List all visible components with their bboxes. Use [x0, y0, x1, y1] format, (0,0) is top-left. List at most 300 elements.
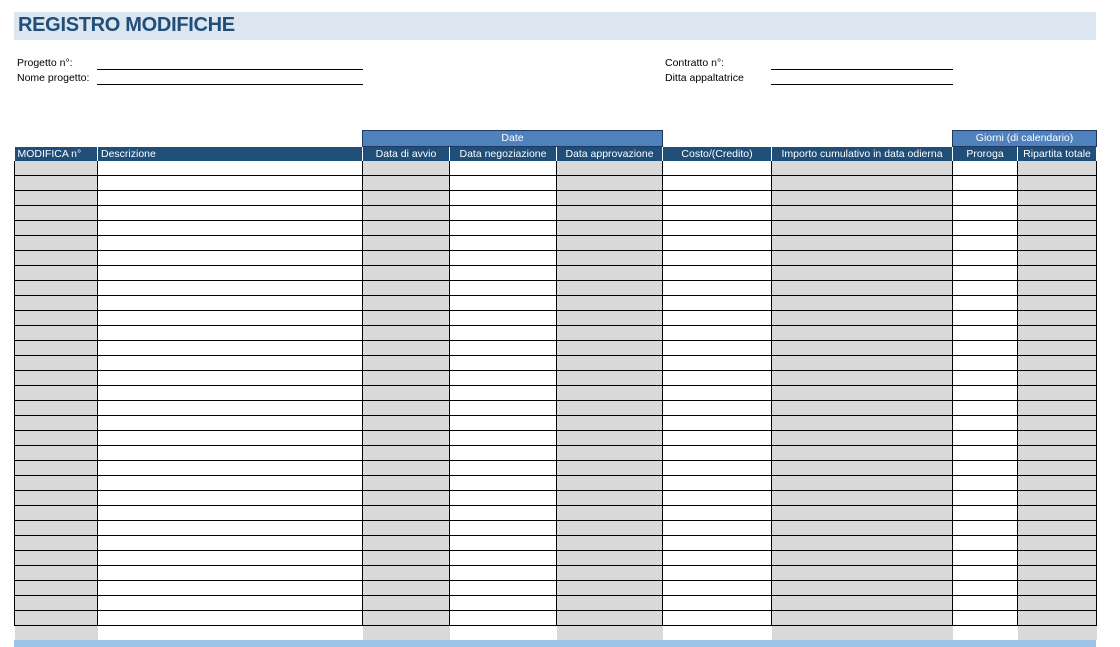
- table-cell[interactable]: [363, 521, 450, 536]
- table-cell[interactable]: [953, 626, 1018, 641]
- table-cell[interactable]: [557, 596, 663, 611]
- table-cell[interactable]: [450, 491, 557, 506]
- table-cell[interactable]: [363, 356, 450, 371]
- table-cell[interactable]: [1018, 476, 1097, 491]
- table-cell[interactable]: [450, 266, 557, 281]
- table-cell[interactable]: [98, 356, 363, 371]
- table-cell[interactable]: [663, 176, 772, 191]
- table-cell[interactable]: [557, 221, 663, 236]
- table-cell[interactable]: [663, 401, 772, 416]
- table-cell[interactable]: [557, 506, 663, 521]
- table-cell[interactable]: [15, 551, 98, 566]
- table-cell[interactable]: [772, 416, 953, 431]
- table-cell[interactable]: [772, 281, 953, 296]
- table-cell[interactable]: [663, 206, 772, 221]
- table-cell[interactable]: [98, 251, 363, 266]
- table-cell[interactable]: [98, 461, 363, 476]
- table-cell[interactable]: [772, 626, 953, 641]
- table-cell[interactable]: [363, 206, 450, 221]
- table-cell[interactable]: [1018, 326, 1097, 341]
- table-cell[interactable]: [557, 401, 663, 416]
- table-row: [15, 416, 1097, 431]
- table-cell[interactable]: [98, 476, 363, 491]
- table-cell[interactable]: [15, 416, 98, 431]
- table-cell[interactable]: [363, 251, 450, 266]
- table-cell[interactable]: [1018, 596, 1097, 611]
- table-cell[interactable]: [98, 191, 363, 206]
- contractor-field[interactable]: [771, 84, 953, 85]
- table-cell[interactable]: [450, 446, 557, 461]
- table-cell[interactable]: [15, 236, 98, 251]
- table-cell[interactable]: [772, 296, 953, 311]
- table-cell[interactable]: [1018, 236, 1097, 251]
- table-cell[interactable]: [1018, 506, 1097, 521]
- table-cell[interactable]: [663, 626, 772, 641]
- table-cell[interactable]: [1018, 191, 1097, 206]
- table-cell[interactable]: [450, 251, 557, 266]
- table-cell[interactable]: [557, 266, 663, 281]
- table-cell[interactable]: [98, 281, 363, 296]
- table-cell[interactable]: [663, 476, 772, 491]
- table-cell[interactable]: [363, 491, 450, 506]
- table-cell[interactable]: [663, 506, 772, 521]
- table-cell[interactable]: [1018, 536, 1097, 551]
- table-cell[interactable]: [98, 611, 363, 626]
- table-cell[interactable]: [663, 371, 772, 386]
- table-cell[interactable]: [450, 386, 557, 401]
- table-cell[interactable]: [1018, 251, 1097, 266]
- table-cell[interactable]: [450, 221, 557, 236]
- table-cell[interactable]: [557, 626, 663, 641]
- table-cell[interactable]: [363, 461, 450, 476]
- table-cell[interactable]: [953, 356, 1018, 371]
- table-cell[interactable]: [953, 476, 1018, 491]
- table-cell[interactable]: [953, 596, 1018, 611]
- table-cell[interactable]: [663, 326, 772, 341]
- table-cell[interactable]: [450, 506, 557, 521]
- table-cell[interactable]: [772, 266, 953, 281]
- table-cell[interactable]: [772, 161, 953, 176]
- table-cell[interactable]: [953, 191, 1018, 206]
- table-cell[interactable]: [557, 251, 663, 266]
- table-cell[interactable]: [15, 266, 98, 281]
- table-cell[interactable]: [98, 386, 363, 401]
- table-cell[interactable]: [98, 176, 363, 191]
- table-cell[interactable]: [15, 491, 98, 506]
- table-cell[interactable]: [1018, 581, 1097, 596]
- table-cell[interactable]: [363, 311, 450, 326]
- table-cell[interactable]: [15, 191, 98, 206]
- table-cell[interactable]: [557, 191, 663, 206]
- table-cell[interactable]: [363, 341, 450, 356]
- table-cell[interactable]: [953, 281, 1018, 296]
- table-cell[interactable]: [98, 626, 363, 641]
- table-cell[interactable]: [1018, 311, 1097, 326]
- table-cell[interactable]: [557, 431, 663, 446]
- table-cell[interactable]: [98, 551, 363, 566]
- table-cell[interactable]: [450, 416, 557, 431]
- table-cell[interactable]: [15, 176, 98, 191]
- table-cell[interactable]: [663, 461, 772, 476]
- table-cell[interactable]: [663, 611, 772, 626]
- table-cell[interactable]: [15, 581, 98, 596]
- table-cell[interactable]: [450, 296, 557, 311]
- table-cell[interactable]: [953, 311, 1018, 326]
- table-cell[interactable]: [1018, 176, 1097, 191]
- table-cell[interactable]: [1018, 371, 1097, 386]
- table-cell[interactable]: [363, 281, 450, 296]
- table-cell[interactable]: [98, 161, 363, 176]
- table-cell[interactable]: [363, 596, 450, 611]
- table-cell[interactable]: [557, 581, 663, 596]
- table-cell[interactable]: [557, 206, 663, 221]
- table-cell[interactable]: [772, 206, 953, 221]
- table-cell[interactable]: [15, 401, 98, 416]
- table-cell[interactable]: [363, 176, 450, 191]
- table-cell[interactable]: [953, 251, 1018, 266]
- table-cell[interactable]: [15, 161, 98, 176]
- table-cell[interactable]: [772, 506, 953, 521]
- table-cell[interactable]: [663, 266, 772, 281]
- table-cell[interactable]: [953, 611, 1018, 626]
- table-cell[interactable]: [98, 296, 363, 311]
- table-cell[interactable]: [663, 251, 772, 266]
- table-cell[interactable]: [363, 326, 450, 341]
- table-cell[interactable]: [772, 356, 953, 371]
- table-cell[interactable]: [663, 281, 772, 296]
- table-cell[interactable]: [363, 401, 450, 416]
- table-cell[interactable]: [450, 581, 557, 596]
- table-cell[interactable]: [363, 506, 450, 521]
- table-cell[interactable]: [98, 596, 363, 611]
- table-cell[interactable]: [953, 446, 1018, 461]
- table-cell[interactable]: [450, 626, 557, 641]
- table-cell[interactable]: [953, 536, 1018, 551]
- table-cell[interactable]: [772, 476, 953, 491]
- table-cell[interactable]: [1018, 551, 1097, 566]
- table-cell[interactable]: [450, 341, 557, 356]
- table-cell[interactable]: [98, 446, 363, 461]
- table-cell[interactable]: [953, 566, 1018, 581]
- table-cell[interactable]: [1018, 281, 1097, 296]
- table-cell[interactable]: [98, 341, 363, 356]
- table-cell[interactable]: [1018, 626, 1097, 641]
- table-cell[interactable]: [557, 446, 663, 461]
- table-cell[interactable]: [450, 161, 557, 176]
- table-cell[interactable]: [363, 296, 450, 311]
- table-cell[interactable]: [15, 566, 98, 581]
- table-cell[interactable]: [450, 566, 557, 581]
- table-cell[interactable]: [98, 521, 363, 536]
- table-cell[interactable]: [450, 176, 557, 191]
- table-cell[interactable]: [557, 491, 663, 506]
- table-cell[interactable]: [363, 626, 450, 641]
- table-cell[interactable]: [15, 461, 98, 476]
- table-cell[interactable]: [557, 371, 663, 386]
- table-cell[interactable]: [15, 206, 98, 221]
- project-number-field[interactable]: [97, 69, 363, 70]
- table-cell[interactable]: [953, 461, 1018, 476]
- table-cell[interactable]: [953, 296, 1018, 311]
- table-cell[interactable]: [663, 191, 772, 206]
- table-cell[interactable]: [557, 461, 663, 476]
- table-cell[interactable]: [363, 221, 450, 236]
- table-cell[interactable]: [663, 356, 772, 371]
- table-row: [15, 251, 1097, 266]
- table-cell[interactable]: [953, 371, 1018, 386]
- table-cell[interactable]: [953, 416, 1018, 431]
- table-cell[interactable]: [1018, 491, 1097, 506]
- table-cell[interactable]: [953, 431, 1018, 446]
- table-cell[interactable]: [363, 416, 450, 431]
- table-cell[interactable]: [772, 386, 953, 401]
- table-cell[interactable]: [98, 221, 363, 236]
- table-cell[interactable]: [663, 296, 772, 311]
- table-cell[interactable]: [772, 581, 953, 596]
- table-cell[interactable]: [363, 431, 450, 446]
- table-cell[interactable]: [772, 251, 953, 266]
- table-cell[interactable]: [1018, 206, 1097, 221]
- table-cell[interactable]: [663, 536, 772, 551]
- table-cell[interactable]: [450, 236, 557, 251]
- table-cell[interactable]: [98, 431, 363, 446]
- table-cell[interactable]: [15, 506, 98, 521]
- table-cell[interactable]: [15, 221, 98, 236]
- table-cell[interactable]: [450, 611, 557, 626]
- table-cell[interactable]: [98, 236, 363, 251]
- table-cell[interactable]: [772, 566, 953, 581]
- table-cell[interactable]: [15, 356, 98, 371]
- table-cell[interactable]: [98, 491, 363, 506]
- table-cell[interactable]: [1018, 296, 1097, 311]
- table-cell[interactable]: [663, 431, 772, 446]
- table-cell[interactable]: [663, 221, 772, 236]
- table-cell[interactable]: [663, 341, 772, 356]
- table-cell[interactable]: [663, 161, 772, 176]
- table-cell[interactable]: [15, 281, 98, 296]
- table-cell[interactable]: [953, 386, 1018, 401]
- table-cell[interactable]: [663, 386, 772, 401]
- table-cell[interactable]: [15, 431, 98, 446]
- table-cell[interactable]: [663, 416, 772, 431]
- table-cell[interactable]: [1018, 161, 1097, 176]
- table-cell[interactable]: [1018, 521, 1097, 536]
- table-cell[interactable]: [98, 566, 363, 581]
- table-cell[interactable]: [450, 521, 557, 536]
- table-cell[interactable]: [98, 371, 363, 386]
- table-cell[interactable]: [557, 341, 663, 356]
- table-cell[interactable]: [953, 506, 1018, 521]
- table-cell[interactable]: [15, 626, 98, 641]
- table-cell[interactable]: [1018, 401, 1097, 416]
- table-cell[interactable]: [772, 521, 953, 536]
- table-cell[interactable]: [450, 356, 557, 371]
- table-cell[interactable]: [450, 326, 557, 341]
- table-cell[interactable]: [98, 536, 363, 551]
- table-cell[interactable]: [557, 281, 663, 296]
- table-cell[interactable]: [363, 236, 450, 251]
- table-cell[interactable]: [772, 191, 953, 206]
- table-cell[interactable]: [15, 296, 98, 311]
- table-cell[interactable]: [363, 161, 450, 176]
- table-cell[interactable]: [1018, 341, 1097, 356]
- table-cell[interactable]: [363, 371, 450, 386]
- project-number-label: Progetto n°:: [17, 57, 73, 69]
- table-cell[interactable]: [98, 506, 363, 521]
- table-cell[interactable]: [363, 551, 450, 566]
- table-cell[interactable]: [772, 221, 953, 236]
- table-cell[interactable]: [953, 581, 1018, 596]
- table-cell[interactable]: [772, 341, 953, 356]
- table-cell[interactable]: [450, 371, 557, 386]
- table-cell[interactable]: [450, 191, 557, 206]
- table-cell[interactable]: [557, 356, 663, 371]
- table-cell[interactable]: [953, 176, 1018, 191]
- table-cell[interactable]: [15, 446, 98, 461]
- table-cell[interactable]: [98, 326, 363, 341]
- table-cell[interactable]: [450, 281, 557, 296]
- table-cell[interactable]: [772, 611, 953, 626]
- table-cell[interactable]: [15, 341, 98, 356]
- table-cell[interactable]: [557, 176, 663, 191]
- table-cell[interactable]: [15, 596, 98, 611]
- table-cell[interactable]: [1018, 356, 1097, 371]
- table-cell[interactable]: [953, 551, 1018, 566]
- table-cell[interactable]: [772, 236, 953, 251]
- table-cell[interactable]: [663, 236, 772, 251]
- table-cell[interactable]: [663, 521, 772, 536]
- table-cell[interactable]: [772, 176, 953, 191]
- table-cell[interactable]: [363, 476, 450, 491]
- contract-number-field[interactable]: [771, 69, 953, 70]
- table-cell[interactable]: [15, 536, 98, 551]
- table-cell[interactable]: [772, 431, 953, 446]
- table-cell[interactable]: [772, 491, 953, 506]
- table-cell[interactable]: [15, 326, 98, 341]
- table-cell[interactable]: [363, 566, 450, 581]
- table-cell[interactable]: [450, 461, 557, 476]
- table-cell[interactable]: [557, 296, 663, 311]
- table-cell[interactable]: [363, 191, 450, 206]
- table-cell[interactable]: [953, 236, 1018, 251]
- table-cell[interactable]: [772, 446, 953, 461]
- table-cell[interactable]: [557, 536, 663, 551]
- table-cell[interactable]: [953, 161, 1018, 176]
- table-cell[interactable]: [98, 266, 363, 281]
- table-cell[interactable]: [15, 251, 98, 266]
- table-cell[interactable]: [98, 581, 363, 596]
- table-cell[interactable]: [1018, 611, 1097, 626]
- table-cell[interactable]: [557, 326, 663, 341]
- table-cell[interactable]: [15, 371, 98, 386]
- table-cell[interactable]: [772, 326, 953, 341]
- table-cell[interactable]: [557, 311, 663, 326]
- table-cell[interactable]: [363, 536, 450, 551]
- table-cell[interactable]: [450, 431, 557, 446]
- table-cell[interactable]: [953, 221, 1018, 236]
- table-cell[interactable]: [663, 446, 772, 461]
- table-cell[interactable]: [450, 596, 557, 611]
- project-name-field[interactable]: [97, 84, 363, 85]
- table-cell[interactable]: [98, 206, 363, 221]
- table-cell[interactable]: [15, 311, 98, 326]
- table-cell[interactable]: [1018, 461, 1097, 476]
- table-cell[interactable]: [98, 311, 363, 326]
- table-cell[interactable]: [557, 161, 663, 176]
- table-row: [15, 491, 1097, 506]
- table-cell[interactable]: [663, 551, 772, 566]
- table-row: [15, 341, 1097, 356]
- table-cell[interactable]: [450, 311, 557, 326]
- table-cell[interactable]: [772, 461, 953, 476]
- table-cell[interactable]: [772, 596, 953, 611]
- table-cell[interactable]: [1018, 416, 1097, 431]
- table-cell[interactable]: [1018, 566, 1097, 581]
- table-cell[interactable]: [772, 311, 953, 326]
- table-cell[interactable]: [953, 401, 1018, 416]
- table-cell[interactable]: [98, 416, 363, 431]
- table-cell[interactable]: [557, 521, 663, 536]
- table-cell[interactable]: [557, 551, 663, 566]
- table-cell[interactable]: [1018, 266, 1097, 281]
- table-cell[interactable]: [1018, 431, 1097, 446]
- table-cell[interactable]: [1018, 386, 1097, 401]
- table-row: [15, 311, 1097, 326]
- table-cell[interactable]: [953, 326, 1018, 341]
- table-cell[interactable]: [953, 491, 1018, 506]
- table-cell[interactable]: [953, 521, 1018, 536]
- table-cell[interactable]: [772, 371, 953, 386]
- table-cell[interactable]: [663, 311, 772, 326]
- table-cell[interactable]: [1018, 221, 1097, 236]
- table-cell[interactable]: [15, 521, 98, 536]
- table-cell[interactable]: [772, 401, 953, 416]
- table-row: [15, 521, 1097, 536]
- table-cell[interactable]: [363, 266, 450, 281]
- table-cell[interactable]: [772, 536, 953, 551]
- table-cell[interactable]: [15, 476, 98, 491]
- table-cell[interactable]: [15, 611, 98, 626]
- table-cell[interactable]: [450, 401, 557, 416]
- table-cell[interactable]: [363, 386, 450, 401]
- table-cell[interactable]: [363, 446, 450, 461]
- column-header-change-no: MODIFICA n°: [15, 147, 98, 162]
- table-cell[interactable]: [953, 341, 1018, 356]
- table-cell[interactable]: [1018, 446, 1097, 461]
- table-cell[interactable]: [557, 476, 663, 491]
- table-cell[interactable]: [557, 236, 663, 251]
- table-cell[interactable]: [953, 266, 1018, 281]
- table-cell[interactable]: [450, 551, 557, 566]
- table-cell[interactable]: [663, 491, 772, 506]
- table-cell[interactable]: [450, 536, 557, 551]
- table-cell[interactable]: [450, 476, 557, 491]
- table-cell[interactable]: [557, 386, 663, 401]
- table-cell[interactable]: [663, 581, 772, 596]
- table-cell[interactable]: [363, 611, 450, 626]
- table-cell[interactable]: [557, 611, 663, 626]
- table-cell[interactable]: [953, 206, 1018, 221]
- table-cell[interactable]: [363, 581, 450, 596]
- table-cell[interactable]: [663, 566, 772, 581]
- table-cell[interactable]: [15, 386, 98, 401]
- table-cell[interactable]: [663, 596, 772, 611]
- table-cell[interactable]: [772, 551, 953, 566]
- table-cell[interactable]: [98, 401, 363, 416]
- table-cell[interactable]: [557, 566, 663, 581]
- table-cell[interactable]: [450, 206, 557, 221]
- table-cell[interactable]: [557, 416, 663, 431]
